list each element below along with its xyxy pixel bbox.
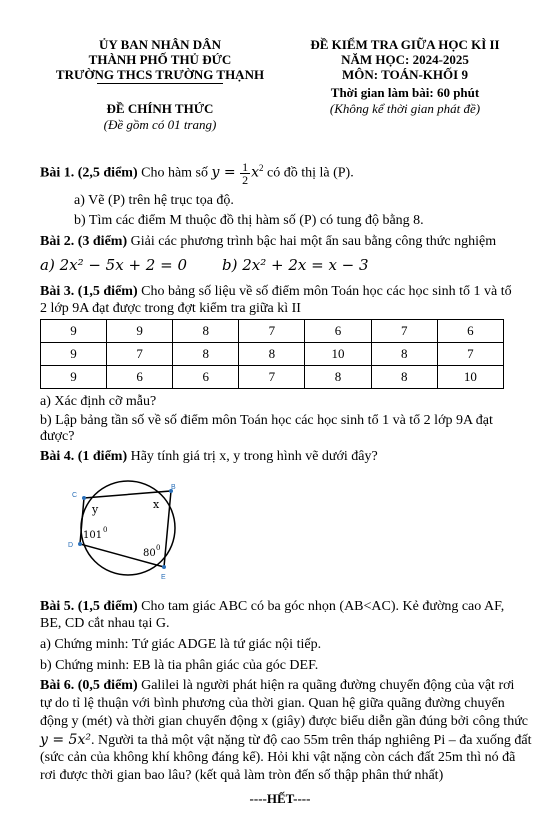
- bai5-part-a: a) Chứng minh: Tứ giác ADGE là tứ giác nội tiếp.: [40, 637, 322, 652]
- bai6-text-line2: tự do tỉ lệ thuận với bình phương của thời gian. Quan hệ giữa quãng đường chuyển: [40, 696, 505, 711]
- table-cell: 8: [173, 320, 239, 343]
- bai5-text-line2: BE, CD cắt nhau tại G.: [40, 616, 170, 631]
- bai3-title: Bài 3. (1,5 điểm): [40, 284, 138, 299]
- bai1-line: [40, 161, 354, 186]
- bai6-title: Bài 6. (0,5 điểm): [40, 678, 138, 693]
- table-cell: 6: [437, 320, 503, 343]
- header-left-line3: TRƯỜNG THCS TRƯỜNG THẠNH: [55, 67, 265, 82]
- table-cell: 7: [239, 320, 305, 343]
- bai1-text-b: có đồ thị là (P).: [267, 165, 354, 181]
- page-count: (Đề gồm có 01 trang): [103, 117, 217, 132]
- bai6-text-line4: . Người ta thả một vật nặng từ độ cao 55m trên tháp nghiêng Pi – đa xuống đất: [90, 733, 532, 748]
- bai4-line: [40, 449, 378, 465]
- table-cell: 9: [107, 320, 173, 343]
- header-left-line2: THÀNH PHỐ THỦ ĐỨC: [88, 52, 232, 67]
- point-c: [82, 496, 86, 500]
- official-label: ĐỀ CHÍNH THỨC: [106, 101, 214, 116]
- table-cell: 7: [437, 343, 503, 366]
- label-c: C: [72, 492, 78, 499]
- table-cell: 9: [41, 343, 107, 366]
- bai6-formula: y = 5x²: [40, 732, 91, 748]
- bai1-part-a: a) Vẽ (P) trên hệ trục tọa độ.: [74, 193, 234, 208]
- bai6-text-line5: (sức cản của không khí không đáng kể). Hỏi khi vật nặng còn cách đất 25m thì nó đã: [40, 750, 516, 765]
- bai5-line1: [40, 599, 504, 615]
- bai3-part-a: a) Xác định cỡ mẫu?: [40, 394, 157, 409]
- end-marker: ----HẾT----: [249, 791, 311, 806]
- table-cell: 8: [371, 343, 437, 366]
- header-right-line2: NĂM HỌC: 2024-2025: [341, 52, 469, 67]
- angle-e-degree: 0: [156, 544, 161, 552]
- bai5-title: Bài 5. (1,5 điểm): [40, 599, 138, 614]
- header-right-line3: MÔN: TOÁN-KHỐI 9: [342, 67, 468, 82]
- angle-d-degree: 0: [103, 526, 108, 534]
- header-left-line1: ỦY BAN NHÂN DÂN: [99, 37, 221, 52]
- table-cell: 7: [107, 343, 173, 366]
- bai3-line1: [40, 284, 512, 300]
- header-right-line1: ĐỀ KIỂM TRA GIỮA HỌC KÌ II: [310, 37, 500, 52]
- bai1-exponent: 2: [259, 163, 264, 174]
- bai1-part-b: b) Tìm các điểm M thuộc đồ thị hàm số (P) có tung độ bằng 8.: [74, 213, 424, 228]
- label-x: x: [153, 498, 160, 511]
- bai5-text-line1: Cho tam giác ABC có ba góc nhọn (AB<AC). Kẻ đường cao AF,: [141, 599, 505, 614]
- table-cell: 9: [41, 366, 107, 389]
- table-cell: 7: [371, 320, 437, 343]
- point-e: [162, 565, 166, 569]
- label-e: E: [161, 574, 166, 581]
- label-y: y: [92, 503, 99, 516]
- score-table: [40, 319, 504, 389]
- table-cell: 6: [305, 320, 371, 343]
- exam-time-note: (Không kể thời gian phát đề): [329, 101, 481, 116]
- bai6-line4: [40, 732, 532, 749]
- table-cell: 8: [239, 343, 305, 366]
- angle-d-value: 101: [83, 530, 103, 541]
- table-cell: 10: [437, 366, 503, 389]
- fraction-denominator: 2: [242, 173, 249, 187]
- table-cell: 6: [107, 366, 173, 389]
- bai6-text-line1: Galilei là người phát hiện ra quãng đường chuyển động của vật rơi: [141, 678, 515, 693]
- table-cell: 8: [371, 366, 437, 389]
- bai1-fraction: [240, 161, 250, 186]
- point-d: [78, 542, 82, 546]
- bai1-text-a: Cho hàm số: [141, 165, 208, 181]
- table-cell: 8: [305, 366, 371, 389]
- bai6-text-line6: rơi được thời gian bao lâu? (kết quả làm tròn đến số thập phân thứ nhất): [40, 768, 444, 783]
- bai3-text-line2: 2 lớp 9A đạt được trong đợt kiểm tra giữa kì II: [40, 301, 301, 316]
- table-cell: 6: [173, 366, 239, 389]
- bai3-part-b-line1: b) Lập bảng tần số về số điểm môn Toán học các học sinh tổ 1 và tổ 2 lớp 9A đạt: [40, 413, 493, 428]
- table-row: [41, 320, 504, 343]
- table-cell: 9: [41, 320, 107, 343]
- bai2-text: Giải các phương trình bậc hai một ẩn sau bằng công thức nghiệm: [130, 234, 497, 249]
- bai2-equation-b: b) 2x² + 2x = x − 3: [222, 256, 369, 274]
- bai4-text: Hãy tính giá trị x, y trong hình vẽ dưới đây?: [130, 449, 378, 464]
- bai4-title: Bài 4. (1 điểm): [40, 449, 128, 464]
- table-cell: 8: [173, 343, 239, 366]
- bai2-equation-a: a) 2x² − 5x + 2 = 0: [40, 256, 187, 274]
- bai2-title: Bài 2. (3 điểm): [40, 234, 128, 249]
- cyclic-quadrilateral-figure: [60, 478, 200, 588]
- header-left-underline: [97, 83, 223, 84]
- bai6-text-line3: động y (mét) và thời gian chuyển động x (giây) được biểu diễn gần đúng bởi công thức: [40, 714, 528, 729]
- bai3-text-line1: Cho bảng số liệu về số điểm môn Toán học các học sinh tổ 1 và tổ: [141, 284, 512, 299]
- bai1-y-eq: y =: [211, 164, 236, 181]
- bai1-title: Bài 1. (2,5 điểm): [40, 165, 138, 181]
- bai5-part-b: b) Chứng minh: EB là tia phân giác của góc DEF.: [40, 658, 319, 673]
- bai6-line1: [40, 678, 514, 694]
- label-d: D: [68, 542, 74, 549]
- exam-time: Thời gian làm bài: 60 phút: [330, 85, 480, 100]
- table-row: [41, 343, 504, 366]
- bai2-line: [40, 234, 496, 250]
- bai1-x: x: [251, 164, 259, 181]
- table-row: [41, 366, 504, 389]
- angle-e-value: 80: [143, 548, 156, 559]
- table-cell: 7: [239, 366, 305, 389]
- table-cell: 10: [305, 343, 371, 366]
- bai3-part-b-line2: được?: [40, 429, 75, 444]
- fraction-numerator: 1: [242, 160, 249, 174]
- label-b: B: [171, 484, 176, 491]
